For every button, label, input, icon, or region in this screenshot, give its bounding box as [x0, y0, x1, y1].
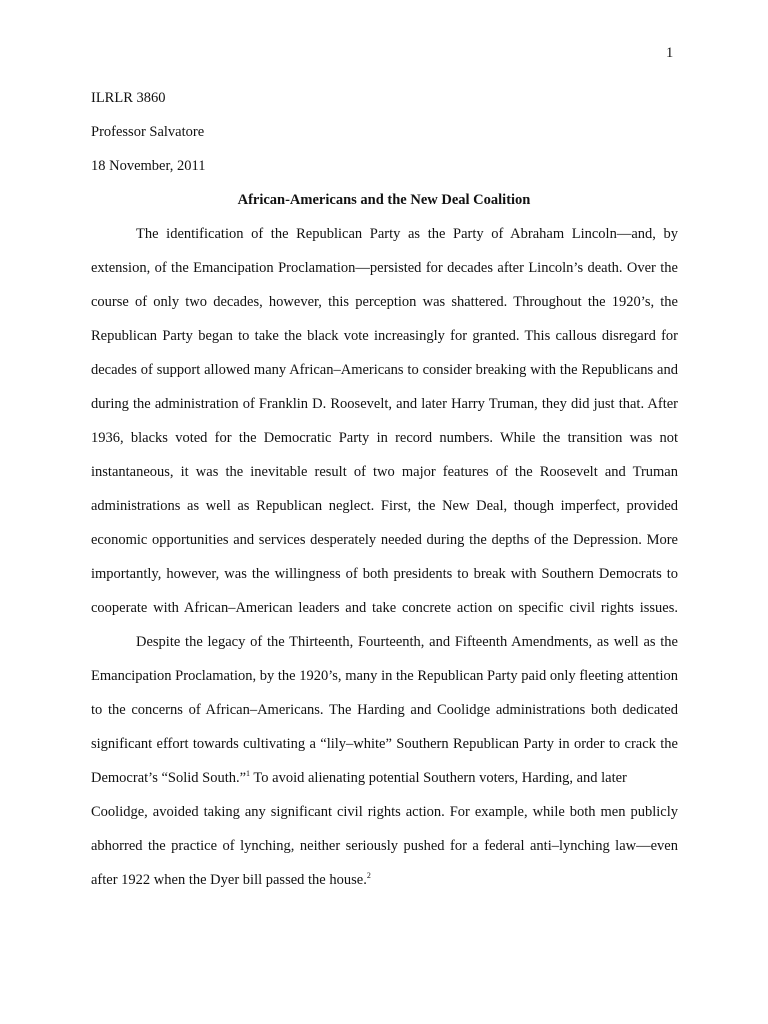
- body-text-line: instantaneous, it was the inevitable result of two major features of the Roosevelt and Truman: [91, 464, 678, 480]
- body-text-line: importantly, however, was the willingness of both presidents to break with Southern Democrats to: [91, 566, 678, 582]
- body-text-line: Despite the legacy of the Thirteenth, Fourteenth, and Fifteenth Amendments, as well as the: [136, 634, 678, 650]
- body-text-line: The identification of the Republican Party as the Party of Abraham Lincoln—and, by: [136, 226, 678, 242]
- body-text-line: Coolidge, avoided taking any significant civil rights action. For example, while both men publicly: [91, 804, 678, 820]
- body-text-segment: after 1922 when the Dyer bill passed the house.: [91, 872, 367, 888]
- body-text-segment: Democrat’s “Solid South.”: [91, 770, 247, 786]
- body-text-line: decades of support allowed many African–Americans to consider breaking with the Republicans and: [91, 362, 678, 378]
- footnote-marker: 2: [366, 871, 371, 880]
- body-text-line: during the administration of Franklin D. Roosevelt, and later Harry Truman, they did just that. After: [91, 396, 678, 412]
- body-text-line: [91, 769, 678, 787]
- course-code: ILRLR 3860: [91, 90, 166, 106]
- body-text-segment: To avoid alienating potential Southern voters, Harding, and later: [253, 770, 627, 786]
- body-text-line: extension, of the Emancipation Proclamation—persisted for decades after Lincoln’s death. Over the: [91, 260, 678, 276]
- body-text-line: cooperate with African–American leaders and take concrete action on specific civil rights issues.: [91, 600, 678, 616]
- professor-name: Professor Salvatore: [91, 124, 205, 140]
- paper-date: 18 November, 2011: [91, 158, 206, 174]
- body-text-line: Emancipation Proclamation, by the 1920’s, many in the Republican Party paid only fleeting attention: [91, 668, 678, 684]
- page-number: 1: [666, 45, 674, 61]
- body-text-line: economic opportunities and services desperately needed during the depths of the Depression. More: [91, 532, 678, 548]
- body-text-line: Republican Party began to take the black vote increasingly for granted. This callous disregard for: [91, 328, 678, 344]
- body-text-line: abhorred the practice of lynching, neither seriously pushed for a federal anti–lynching law—even: [91, 838, 678, 854]
- body-text-line: course of only two decades, however, this perception was shattered. Throughout the 1920’s, the: [91, 294, 678, 310]
- body-text-line: to the concerns of African–Americans. The Harding and Coolidge administrations both dedicated: [91, 702, 678, 718]
- body-text-line: 1936, blacks voted for the Democratic Party in record numbers. While the transition was not: [91, 430, 678, 446]
- paper-title: African-Americans and the New Deal Coalition: [237, 192, 531, 208]
- body-text-line: significant effort towards cultivating a “lily–white” Southern Republican Party in order to crack the: [91, 736, 678, 752]
- footnote-marker: 1: [246, 769, 251, 778]
- body-text-line: administrations as well as Republican neglect. First, the New Deal, though imperfect, provided: [91, 498, 678, 514]
- body-text-line: [91, 871, 678, 889]
